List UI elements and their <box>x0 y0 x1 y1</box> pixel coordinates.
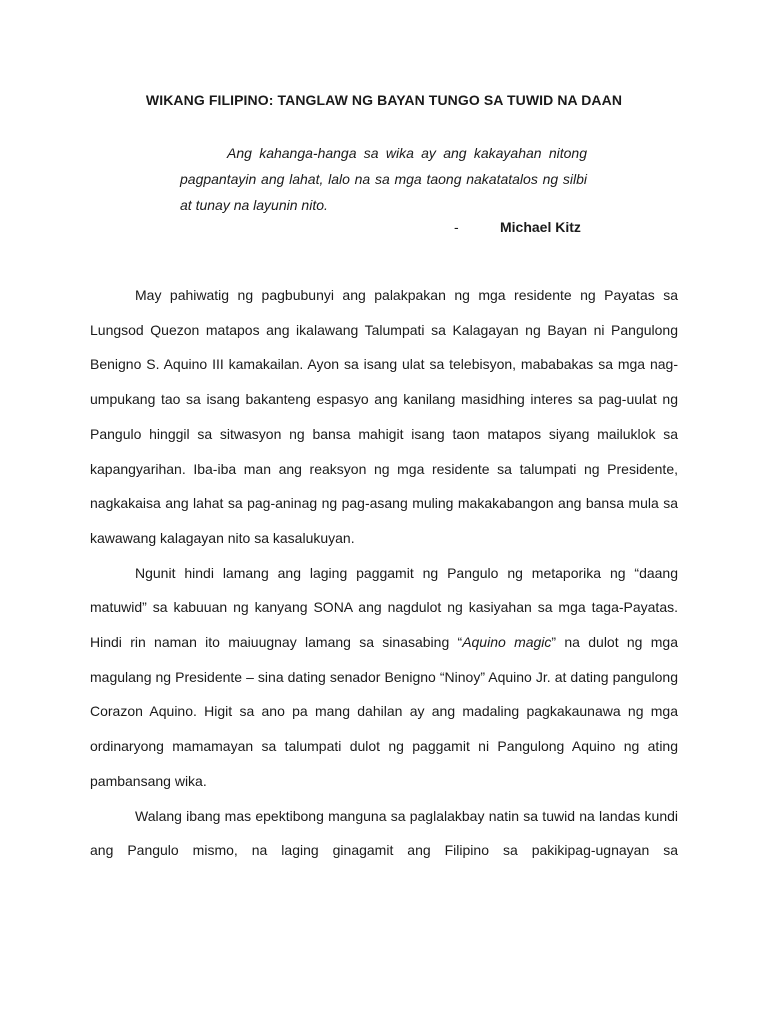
epigraph-quote: Ang kahanga-hanga sa wika ay ang kakayahan nitong pagpantayin ang lahat, lalo na sa mga taong nakatatalos ng silbi at tunay na layunin nito. <box>180 145 587 213</box>
document-title: WIKANG FILIPINO: TANGLAW NG BAYAN TUNGO SA TUWID NA DAAN <box>145 92 623 108</box>
paragraph-2-emphasis: Aquino magic <box>462 634 552 651</box>
attribution-dash: - <box>454 219 459 235</box>
body-text <box>90 278 678 868</box>
paragraph-1: May pahiwatig ng pagbubunyi ang palakpakan ng mga residente ng Payatas sa Lungsod Quezon matapos ang ikalawang Talumpati sa Kalagayan ng Bayan ni Pangulong Benigno S. Aquino III kamakailan. Ayon sa isang ulat sa telebisyon, mababakas sa mga nag-umpukang tao sa isang bakanteng espasyo ang kanilang masidhing interes sa pag-uulat ng Pangulo hinggil sa sitwasyon ng bansa mahigit isang taon matapos siyang mailuklok sa kapangyarihan. Iba-iba man ang reaksyon ng mga residente sa talumpati ng Presidente, nagkakaisa ang lahat sa pag-aninag ng pag-asang muling makakabangon ang bansa mula sa kawawang kalagayan nito sa kasalukuyan. <box>90 287 678 546</box>
attribution-author: Michael Kitz <box>500 219 581 235</box>
epigraph-attribution <box>454 219 581 235</box>
paragraph-2-text-b: ” na dulot ng mga magulang ng Presidente – sina dating senador Benigno “Ninoy” Aquino Jr. at dating pangulong Corazon Aquino. Higit sa ano pa mang dahilan ay ang madaling pagkakaunawa ng mga ordinaryong mamamayan sa talumpati dulot ng paggamit ni Pangulong Aquino ng ating pambansang wika. <box>90 634 678 789</box>
epigraph <box>180 140 587 218</box>
paragraph-3: Walang ibang mas epektibong manguna sa paglalakbay natin sa tuwid na landas kundi ang Pangulo mismo, na laging ginagamit ang Filipino sa pakikipag-ugnayan sa <box>90 807 678 859</box>
paragraph-2-text-a: Ngunit hindi lamang ang laging paggamit ng Pangulo ng metaporika ng “daang matuwid” sa kabuuan ng kanyang SONA ang nagdulot ng kasiyahan sa mga taga-Payatas. Hindi rin naman ito maiuugnay lamang sa sinasabing “ <box>90 564 678 651</box>
paragraph-2 <box>90 556 678 799</box>
